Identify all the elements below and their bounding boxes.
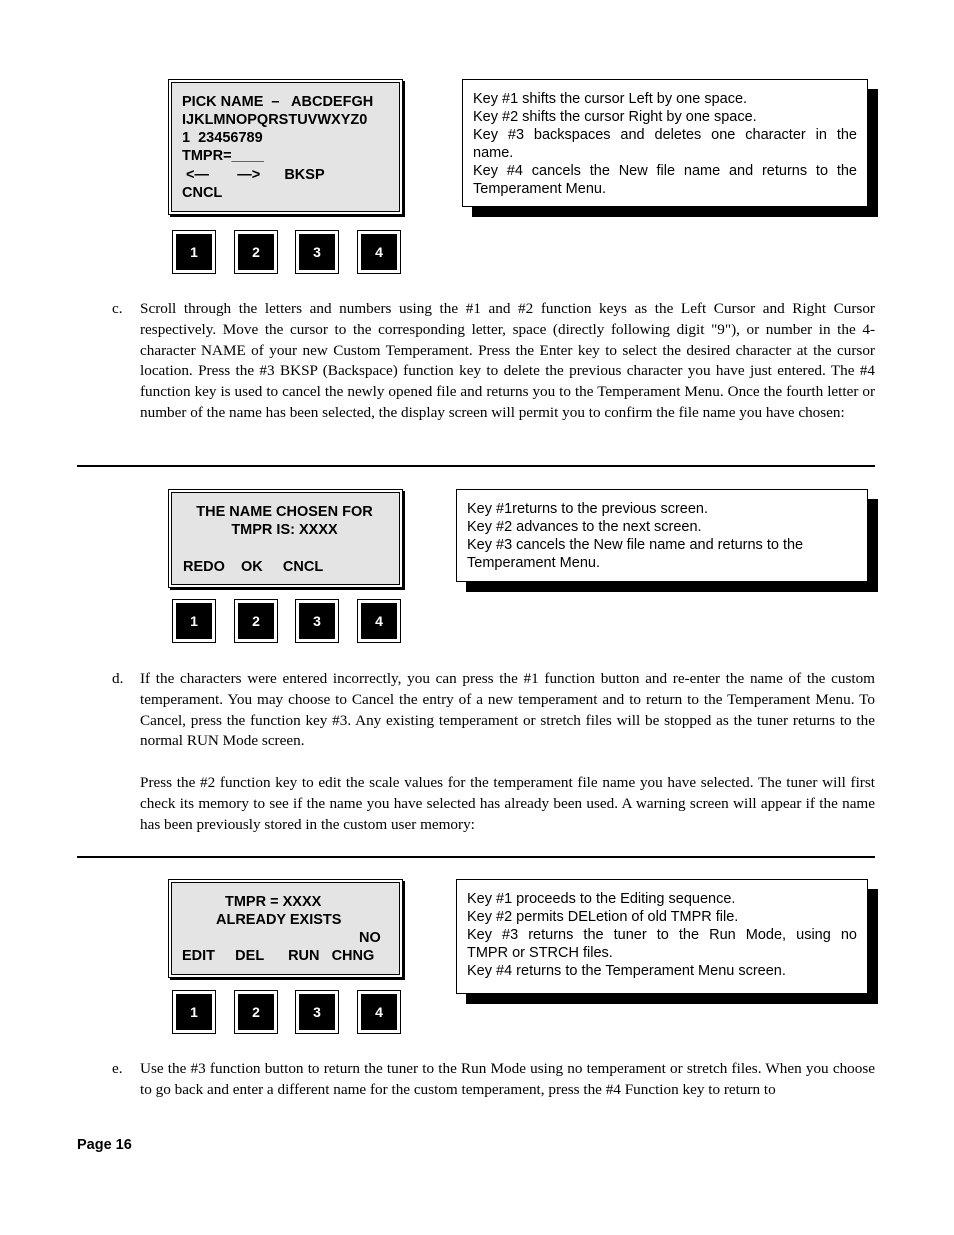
function-key-3: 3: [295, 599, 339, 643]
lcd-display-already-exists: [168, 879, 403, 978]
list-marker: c.: [112, 300, 123, 317]
page-number: Page 16: [77, 1137, 132, 1153]
note-line: Key #2 permits DELetion of old TMPR file.: [467, 909, 739, 925]
lcd-line: 1 23456789: [182, 130, 263, 146]
note-line: name.: [473, 145, 514, 161]
lcd-line: ALREADY EXISTS: [216, 912, 342, 928]
note-line: Key #4 returns to the Temperament Menu screen.: [467, 963, 786, 979]
note-line: Key #3 cancels the New file name and returns to the: [467, 537, 804, 553]
list-marker: d.: [112, 670, 124, 687]
lcd-line: IJKLMNOPQRSTUVWXYZ0: [182, 112, 368, 128]
lcd-display-name-chosen: [168, 489, 403, 588]
divider: [77, 856, 875, 858]
lcd-line: CNCL: [182, 185, 223, 201]
function-key-2: 2: [234, 230, 278, 274]
paragraph-e: Use the #3 function button to return the tuner to the Run Mode using no temperament or stretch files. When you choose to go back and enter a different name for the custom temperament, press the #4 Function key to return to: [140, 1060, 875, 1098]
key-description-box: [456, 879, 868, 994]
note-line: Key #2 shifts the cursor Right by one space.: [473, 109, 757, 125]
lcd-line: PICK NAME – ABCDEFGH: [182, 94, 374, 110]
lcd-line: TMPR IS: XXXX: [231, 522, 338, 538]
function-key-3: 3: [295, 230, 339, 274]
note-line: Key #3 backspaces and deletes one character in the: [473, 127, 857, 143]
note-line: TMPR or STRCH files.: [467, 945, 613, 961]
lcd-line: THE NAME CHOSEN FOR: [196, 504, 373, 520]
function-key-2: 2: [234, 990, 278, 1034]
divider: [77, 465, 875, 467]
function-key-4: 4: [357, 599, 401, 643]
lcd-line: TMPR=____: [182, 148, 264, 164]
note-line: Key #1 shifts the cursor Left by one space.: [473, 91, 748, 107]
list-marker: e.: [112, 1060, 123, 1077]
lcd-display-pick-name: [168, 79, 403, 215]
note-line: Key #2 advances to the next screen.: [467, 519, 702, 535]
key-description-box: [456, 489, 868, 582]
lcd-line: NO: [359, 930, 381, 946]
function-key-4: 4: [357, 990, 401, 1034]
paragraph-c: Scroll through the letters and numbers using the #1 and #2 function keys as the Left Cursor and Right Cursor respectively. Move the cursor to the corresponding letter, space (directly following digit "9"), or number in the 4-character NAME of your new Custom Temperament. Press the Enter key to select the desired character at the cursor location. Press the #3 BKSP (Backspace) function key to delete the previous character you have just entered. The #4 function key is used to cancel the newly opened file and returns you to the Temperament Menu. Once the fourth letter or number of the name has been selected, the display screen will permit you to confirm the file name you have chosen:: [140, 300, 875, 421]
lcd-line: <— —> BKSP: [182, 167, 325, 183]
function-key-3: 3: [295, 990, 339, 1034]
function-key-2: 2: [234, 599, 278, 643]
function-key-1: 1: [172, 599, 216, 643]
note-line: Temperament Menu.: [467, 555, 600, 571]
function-key-4: 4: [357, 230, 401, 274]
note-line: Key #4 cancels the New file name and returns to the: [473, 163, 857, 179]
paragraph-d-continued: Press the #2 function key to edit the scale values for the temperament file name you have selected. The tuner will first check its memory to see if the name you have selected has already been used. A warning screen will appear if the name has been previously stored in the custom user memory:: [140, 774, 875, 833]
note-line: Key #1returns to the previous screen.: [467, 501, 708, 517]
note-line: Key #1 proceeds to the Editing sequence.: [467, 891, 736, 907]
function-key-1: 1: [172, 230, 216, 274]
paragraph-d: If the characters were entered incorrectly, you can press the #1 function button and re-enter the name of the custom temperament. You may choose to Cancel the entry of a new temperament and to return to the Temperament Menu. To Cancel, press the function key #3. Any existing temperament or stretch files will be stopped as the tuner returns to the normal RUN Mode screen.: [140, 670, 875, 750]
key-description-box: [462, 79, 868, 207]
note-line: Temperament Menu.: [473, 181, 606, 197]
note-line: Key #3 returns the tuner to the Run Mode, using no: [467, 927, 857, 943]
lcd-line: TMPR = XXXX: [225, 894, 322, 910]
function-key-1: 1: [172, 990, 216, 1034]
lcd-line: EDIT DEL RUN CHNG: [182, 948, 375, 964]
lcd-line: REDO OK CNCL: [183, 559, 324, 575]
